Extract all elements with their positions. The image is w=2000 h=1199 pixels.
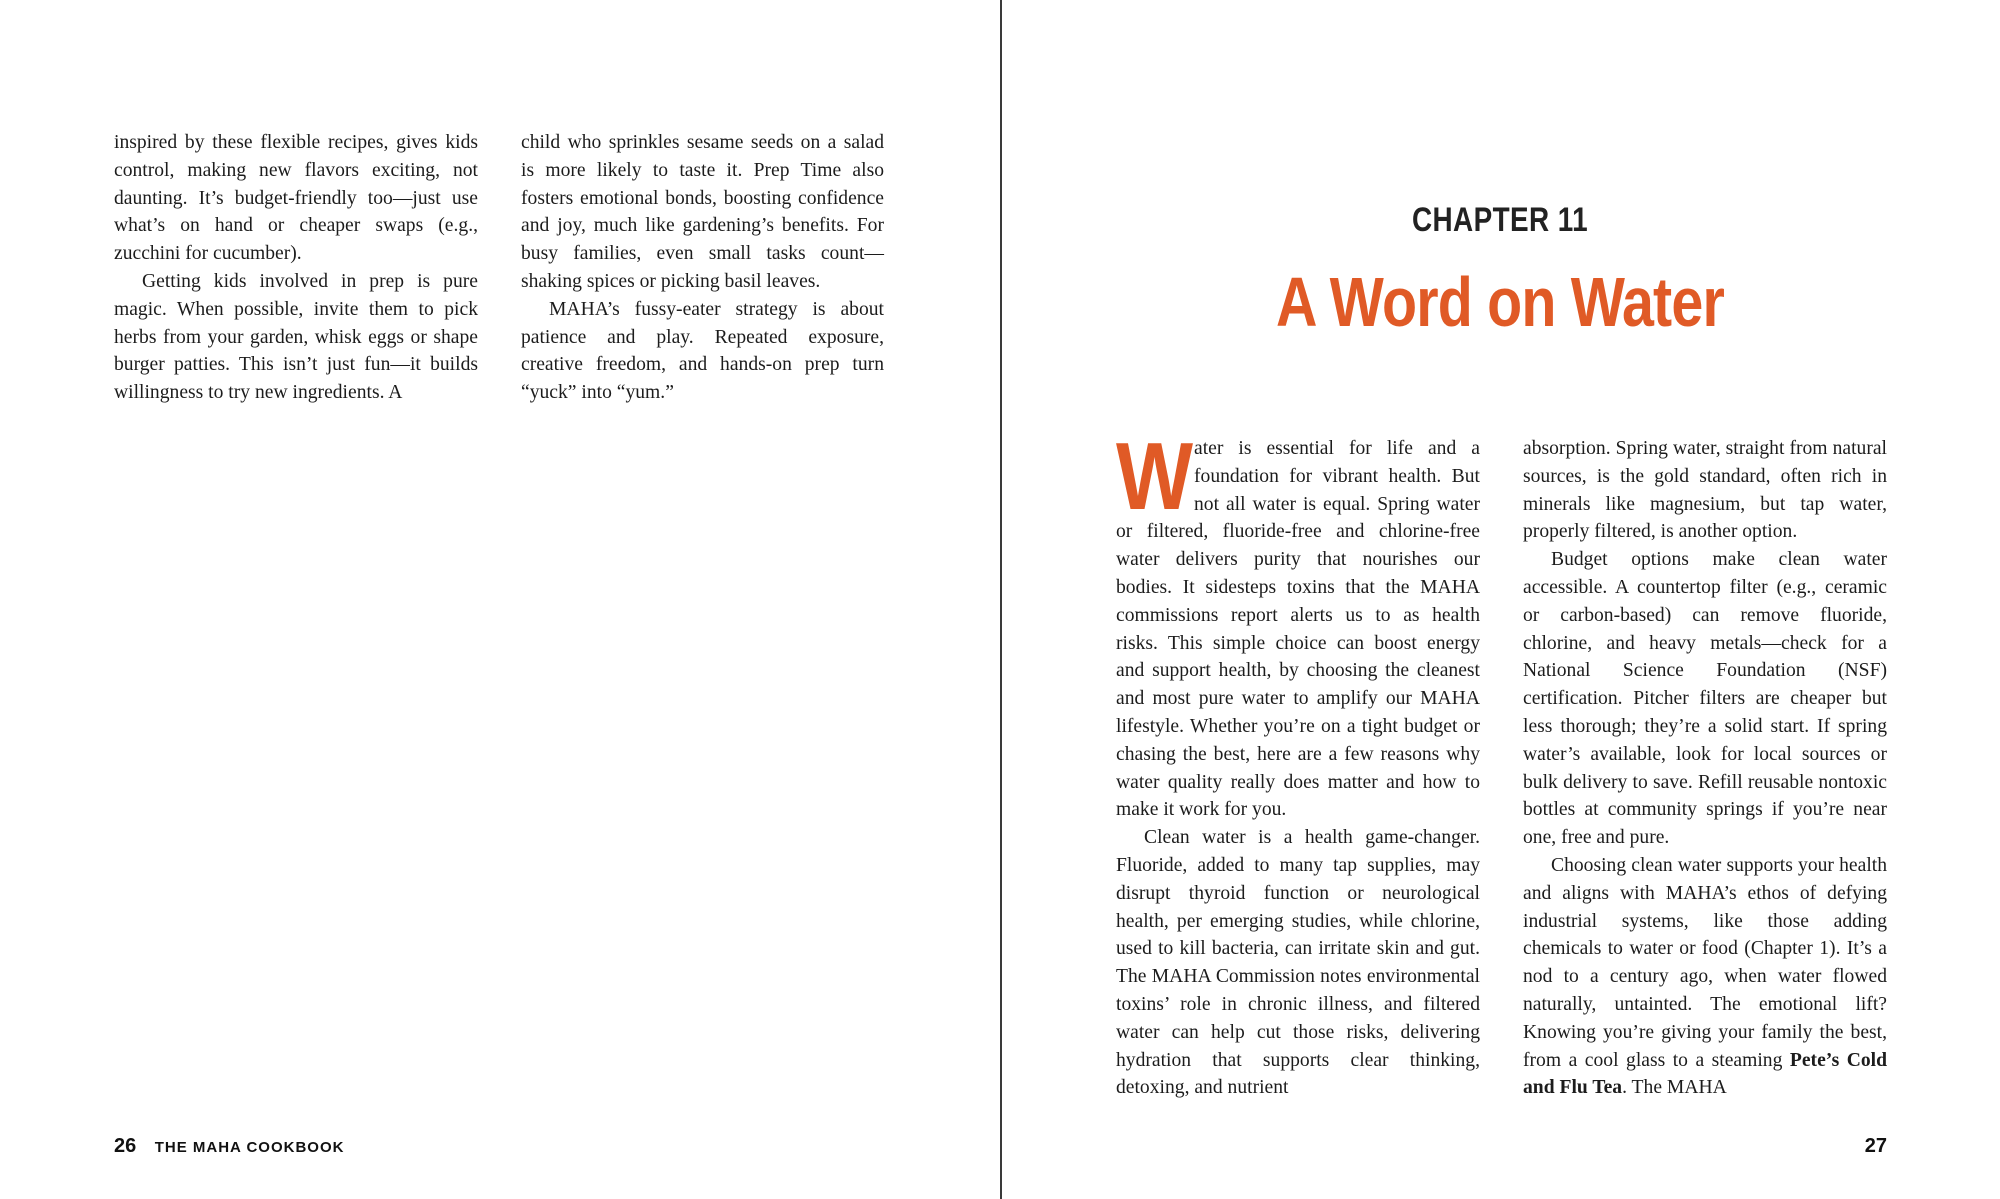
recipe-reference: Pete’s Cold and Flu Tea: [1523, 1049, 1887, 1099]
paragraph-text: . The MAHA: [1622, 1077, 1727, 1099]
paragraph-text: ater is essential for life and a foundation for vibrant health. But not all water is equal. Spring water or filtered, fluoride-free and chlorine-free water delivers purity that nourishes our bodies. It sidesteps toxins that the MAHA commissions report alerts us to as health risks. This simple choice can boost energy and support health, by choosing the cleanest and most pure water to amplify our MAHA lifestyle. Whether you’re on a tight budget or chasing the best, here are a few reasons why water quality really does matter and how to make it work for you.: [1116, 438, 1480, 821]
chapter-label: CHAPTER 11: [1411, 201, 1589, 239]
left-footer: [114, 1135, 344, 1158]
drop-cap: W: [1116, 423, 1194, 530]
left-column-1: [114, 129, 478, 407]
paragraph: Clean water is a health game-changer. Fluoride, added to many tap supplies, may disrupt thyroid function or neurological health, per emerging studies, while chlorine, used to kill bacteria, can irritate skin and gut. The MAHA Commission notes environmental toxins’ role in chronic illness, and filtered water can help cut those risks, delivering hydration that supports clear thinking, detoxing, and nutrient: [1116, 827, 1480, 1099]
paragraph: [1523, 852, 1887, 1102]
paragraph: Getting kids involved in prep is pure magic. When possible, invite them to pick herbs from your garden, whisk eggs or shape burger patties. This isn’t just fun—it builds willingness to try new ingredients. A: [114, 270, 478, 404]
paragraph: Budget options make clean water accessible. A countertop filter (e.g., ceramic or carbon-based) can remove fluoride, chlorine, and heavy metals—check for a National Science Foundation (NSF) certification. Pitcher filters are cheaper but less thorough; they’re a solid start. If spring water’s available, look for local sources or bulk delivery to save. Refill reusable nontoxic bottles at community springs if you’re near one, free and pure.: [1523, 549, 1887, 849]
page-number-left: 26: [114, 1135, 137, 1157]
chapter-title: A Word on Water: [1276, 263, 1724, 341]
right-column-2: [1523, 435, 1887, 1102]
paragraph: inspired by these flexible recipes, gives kids control, making new flavors exciting, not daunting. It’s budget-friendly too—just use what’s on hand or cheaper swaps (e.g., zucchini for cucumber).: [114, 132, 478, 265]
paragraph: [1116, 423, 1480, 824]
paragraph-text: Choosing clean water supports your health and aligns with MAHA’s ethos of defying industrial systems, like those adding chemicals to water or food (Chapter 1). It’s a nod to a century ago, when water flowed naturally, untainted. The emotional lift? Knowing you’re giving your family the best, from a cool glass to a steaming: [1523, 854, 1887, 1071]
paragraph: absorption. Spring water, straight from natural sources, is the gold standard, often rich in minerals like magnesium, but tap water, properly filtered, is another option.: [1523, 438, 1887, 543]
paragraph: MAHA’s fussy-eater strategy is about patience and play. Repeated exposure, creative freedom, and hands-on prep turn “yuck” into “yum.”: [521, 298, 884, 404]
running-head: THE MAHA COOKBOOK: [154, 1139, 345, 1156]
page-number-right: 27: [1864, 1135, 1887, 1157]
paragraph: child who sprinkles sesame seeds on a salad is more likely to taste it. Prep Time also fosters emotional bonds, boosting confidence and joy, much like gardening’s benefits. For busy families, even small tasks count—shaking spices or picking basil leaves.: [521, 132, 884, 292]
right-column-1: [1116, 423, 1480, 1102]
right-page: [1000, 0, 2000, 1199]
left-column-2: [521, 129, 884, 407]
